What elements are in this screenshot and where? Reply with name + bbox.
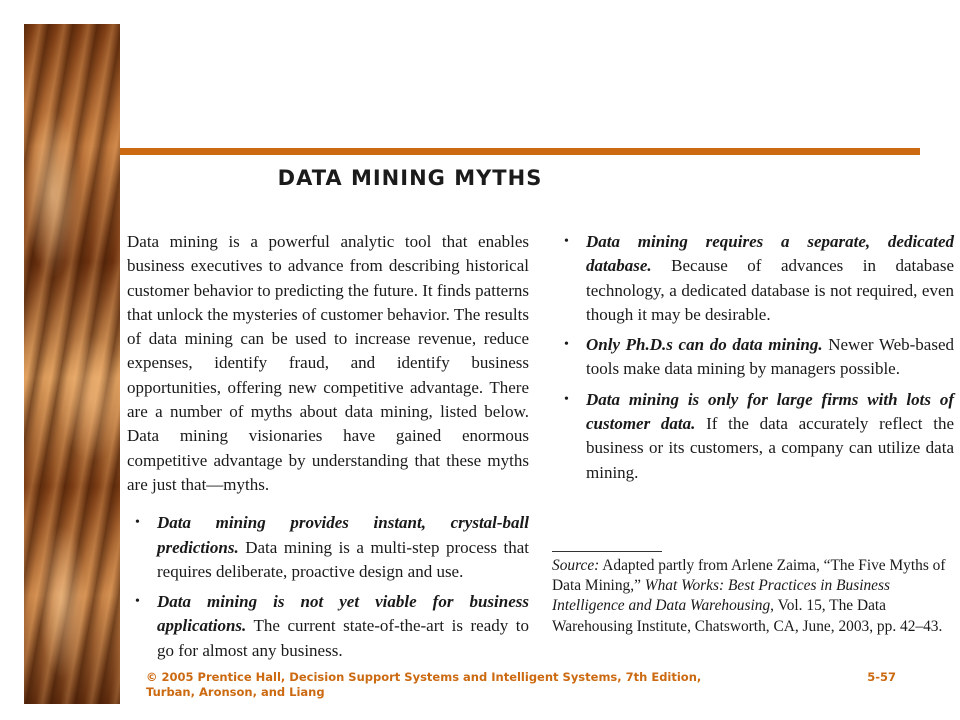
bullet-icon: • (564, 337, 569, 353)
right-column (556, 230, 954, 485)
bullet-icon: • (135, 515, 140, 531)
myth-heading: Data mining is only for large firms with lots of customer data. (586, 389, 954, 434)
myth-list-left (127, 511, 529, 663)
bullet-icon: • (564, 391, 569, 407)
myth-body: Newer Web-based tools make data mining by managers possible. (586, 335, 954, 379)
source-citation (552, 556, 950, 637)
footer-copyright: © 2005 Prentice Hall, Decision Support Systems and Intelligent Systems, 7th Edition, Turban, Aronson, and Liang (146, 670, 702, 699)
myth-item (556, 333, 954, 382)
source-publication: What Works: Best Practices in Business Intelligence and Data Warehousing (552, 577, 890, 615)
myth-item (556, 230, 954, 327)
slide-title: DATA MINING MYTHS (277, 166, 543, 190)
source-text: Adapted partly from Arlene Zaima, “The Five Myths of Data Mining,” (552, 557, 946, 595)
myth-heading: Only Ph.D.s can do data mining. (586, 335, 823, 355)
left-column (127, 230, 529, 663)
myth-heading: Data mining requires a separate, dedicated database. (586, 232, 954, 276)
myth-item (127, 590, 529, 663)
myth-item (127, 511, 529, 584)
source-details: , Vol. 15, The Data Warehousing Institute, Chatsworth, CA, June, 2003, pp. 42–43. (552, 597, 943, 635)
myth-heading: Data mining provides instant, crystal-ball predictions. (157, 513, 529, 557)
title-rule (120, 148, 920, 155)
myth-body: Because of advances in database technology, a dedicated database is not required, even though it may be desirable. (586, 256, 954, 324)
source-divider (552, 551, 662, 552)
myth-item (556, 388, 954, 485)
myth-heading: Data mining is not yet viable for business applications. (157, 592, 529, 636)
myth-list-right (556, 230, 954, 485)
bullet-icon: • (135, 594, 140, 610)
bullet-icon: • (564, 234, 569, 249)
myth-body: If the data accurately reflect the business or its customers, a company can utilize data mining. (586, 414, 954, 482)
source-label: Source: (552, 557, 600, 574)
myth-body: The current state-of-the-art is ready to go for almost any business. (157, 616, 529, 660)
myth-body: Data mining is a multi-step process that requires deliberate, proactive design and use. (157, 537, 529, 581)
decorative-side-strip (24, 24, 120, 704)
intro-paragraph: Data mining is a powerful analytic tool that enables business executives to advance from describing historical customer behavior to predicting the future. It finds patterns that unlock the mysteries of customer behavior. The results of data mining can be used to increase revenue, reduce expenses, identify fraud, and identify business opportunities, offering new competitive advantage. There are a number of myths about data mining, listed below. Data mining visionaries have gained enormous competitive advantage by understanding that these myths are just that—myths. (127, 232, 529, 494)
page-number: 5-57 (867, 670, 896, 684)
